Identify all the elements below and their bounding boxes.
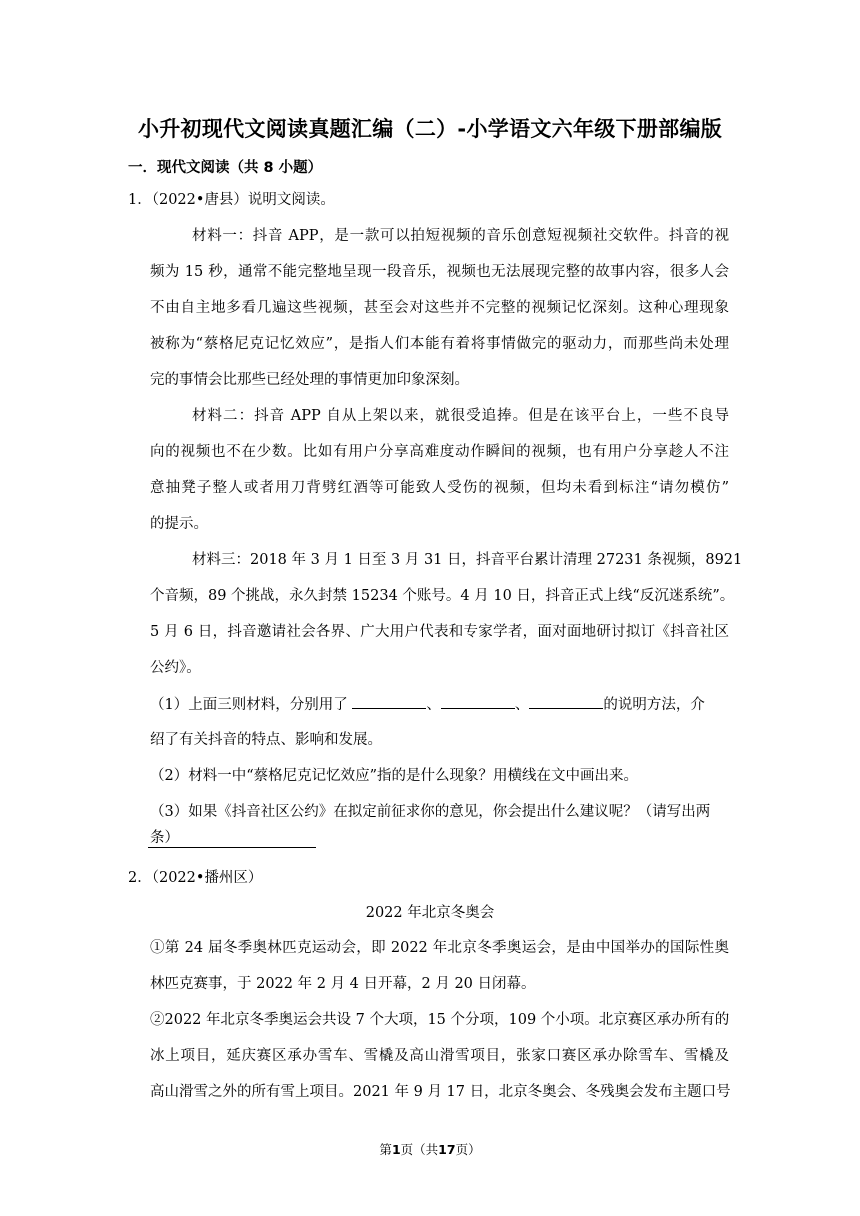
sub-question-1-text: 的说明方法，介 [603, 697, 705, 713]
sub-question-2: （2）材料一中“蔡格尼克记忆效应”指的是什么现象？用横线在文中画出来。 [150, 768, 639, 784]
sub-question-3-cont: 条） [150, 830, 179, 846]
material-1-line: 被称为“蔡格尼克记忆效应”，是指人们本能有着将事情做完的驱动力，而那些尚未处理 [150, 336, 729, 352]
article-paragraph-line: 林匹克赛事，于 2022 年 2 月 4 日开幕，2 月 20 日闭幕。 [150, 976, 536, 992]
article-paragraph-line: ②2022 年北京冬季奥运会共设 7 个大项，15 个分项，109 个小项。北京赛区承办所有的 [150, 1012, 730, 1028]
sub-question-3: （3）如果《抖音社区公约》在拟定前征求你的意见，你会提出什么建议呢？（请写出两 [150, 804, 711, 820]
separator: 、 [426, 697, 441, 713]
answer-blank[interactable] [529, 694, 603, 709]
question-2-header: 2．（2022•播州区） [128, 870, 263, 886]
material-2-line: 向的视频也不在少数。比如有用户分享高难度动作瞬间的视频，也有用户分享趁人不注 [150, 444, 729, 460]
article-title: 2022 年北京冬奥会 [365, 905, 495, 921]
answer-blank[interactable] [352, 694, 426, 709]
material-3-line: 5 月 6 日，抖音邀请社会各界、广大用户代表和专家学者，面对面地研讨拟订《抖音社区 [150, 624, 729, 640]
material-3-line: 公约》。 [150, 660, 201, 676]
material-3-line: 个音频，89 个挑战，永久封禁 15234 个账号。4 月 10 日，抖音正式上线“反沉迷系统”。 [150, 588, 735, 604]
material-1-line: 完的事情会比那些已经处理的事情更加印象深刻。 [150, 372, 469, 388]
article-paragraph-line: ①第 24 届冬季奥林匹克运动会，即 2022 年北京冬季奥运会，是由中国举办的国际性奥 [150, 940, 729, 956]
material-1-line: 不由自主地多看几遍这些视频，甚至会对这些并不完整的视频记忆深刻。这种心理现象 [150, 300, 729, 316]
page-number: 1 [391, 1142, 401, 1157]
material-2-line: 意抽凳子整人或者用刀背劈红酒等可能致人受伤的视频，但均未看到标注“请勿模仿” [150, 480, 729, 496]
footer-text: 第 [379, 1142, 392, 1157]
footer-text: 页（共 [400, 1142, 439, 1157]
sub-question-1 [150, 694, 705, 715]
material-1-line: 材料一：抖音 APP，是一款可以拍短视频的音乐创意短视频社交软件。抖音的视 [192, 228, 729, 244]
separator: 、 [514, 697, 530, 713]
article-paragraph-line: 高山滑雪之外的所有雪上项目。2021 年 9 月 17 日，北京冬奥会、冬残奥会发布主题口号 [150, 1084, 731, 1100]
sub-question-1-text: （1）上面三则材料，分别用了 [150, 697, 348, 713]
material-2-line: 材料二：抖音 APP 自从上架以来，就很受追捧。但是在该平台上，一些不良导 [192, 408, 729, 424]
section-heading: 一．现代文阅读（共 8 小题） [128, 160, 323, 176]
page-title: 小升初现代文阅读真题汇编（二）-小学语文六年级下册部编版 [137, 117, 723, 141]
material-3-line: 材料三：2018 年 3 月 1 日至 3 月 31 日，抖音平台累计清理 27231 条视频，8921 [192, 552, 743, 568]
answer-line[interactable] [148, 847, 316, 848]
sub-question-1-cont: 绍了有关抖音的特点、影响和发展。 [150, 732, 382, 748]
article-paragraph-line: 冰上项目，延庆赛区承办雪车、雪橇及高山滑雪项目，张家口赛区承办除雪车、雪橇及 [150, 1048, 729, 1064]
material-2-line: 的提示。 [150, 516, 208, 532]
page-footer [0, 1140, 860, 1158]
question-1-header: 1．（2022•唐县）说明文阅读。 [128, 192, 335, 208]
page-total: 17 [438, 1142, 456, 1157]
footer-text: 页） [455, 1142, 481, 1157]
answer-blank[interactable] [441, 694, 515, 709]
material-1-line: 频为 15 秒，通常不能完整地呈现一段音乐，视频也无法展现完整的故事内容，很多人会 [150, 264, 729, 280]
